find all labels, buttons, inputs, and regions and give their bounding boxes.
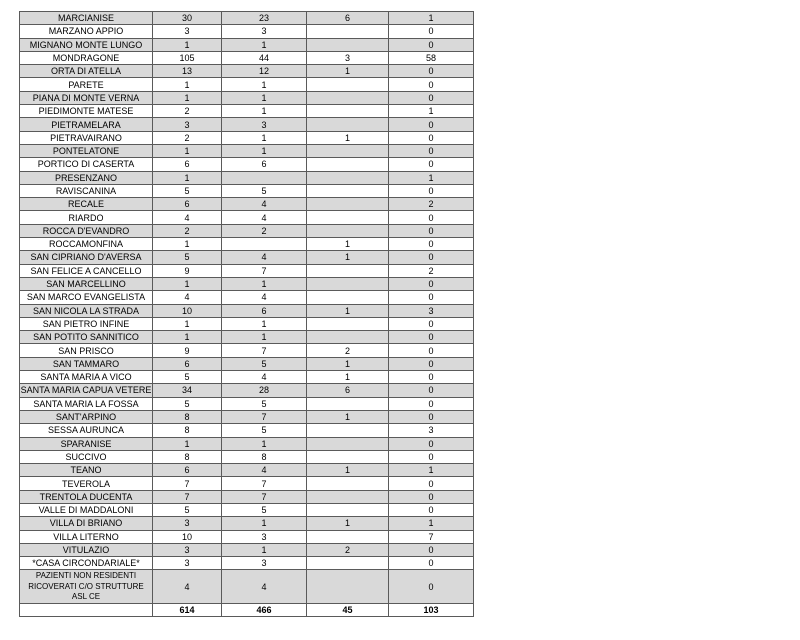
value-cell-c2: 4 xyxy=(222,211,307,224)
value-cell-c1: 1 xyxy=(153,91,222,104)
value-cell-c4: 0 xyxy=(389,384,474,397)
value-cell-c3 xyxy=(307,450,389,463)
value-cell-c4: 0 xyxy=(389,344,474,357)
value-cell-c3: 2 xyxy=(307,344,389,357)
value-cell-c2: 7 xyxy=(222,490,307,503)
value-cell-c4: 0 xyxy=(389,317,474,330)
value-cell-c1: 1 xyxy=(153,78,222,91)
value-cell-c3 xyxy=(307,557,389,570)
value-cell-c4: 0 xyxy=(389,25,474,38)
value-cell-c2: 28 xyxy=(222,384,307,397)
value-cell-c2: 1 xyxy=(222,331,307,344)
value-cell-c1: 1 xyxy=(153,331,222,344)
value-cell-c2: 4 xyxy=(222,570,307,604)
municipality-cell: TEVEROLA xyxy=(20,477,153,490)
value-cell-c3 xyxy=(307,171,389,184)
table-row xyxy=(20,317,474,330)
municipality-cell: VALLE DI MADDALONI xyxy=(20,503,153,516)
value-cell-c4: 0 xyxy=(389,557,474,570)
value-cell-c1: 9 xyxy=(153,344,222,357)
value-cell-c4: 1 xyxy=(389,464,474,477)
municipality-cell: MARCIANISE xyxy=(20,12,153,25)
municipality-cell: SAN NICOLA LA STRADA xyxy=(20,304,153,317)
value-cell-c2: 1 xyxy=(222,277,307,290)
value-cell-c1: 4 xyxy=(153,211,222,224)
value-cell-c2: 7 xyxy=(222,410,307,423)
value-cell-c1: 6 xyxy=(153,158,222,171)
total-col-2: 466 xyxy=(222,604,307,617)
value-cell-c4: 0 xyxy=(389,477,474,490)
value-cell-c3: 1 xyxy=(307,464,389,477)
value-cell-c3 xyxy=(307,118,389,131)
value-cell-c4: 0 xyxy=(389,331,474,344)
municipality-cell: PRESENZANO xyxy=(20,171,153,184)
table-row xyxy=(20,557,474,570)
value-cell-c2: 1 xyxy=(222,78,307,91)
value-cell-c4: 0 xyxy=(389,78,474,91)
value-cell-c2: 6 xyxy=(222,158,307,171)
value-cell-c2: 3 xyxy=(222,25,307,38)
value-cell-c1: 2 xyxy=(153,224,222,237)
value-cell-c2: 5 xyxy=(222,357,307,370)
value-cell-c4: 0 xyxy=(389,437,474,450)
value-cell-c2: 1 xyxy=(222,38,307,51)
value-cell-c4: 3 xyxy=(389,424,474,437)
value-cell-c2: 4 xyxy=(222,251,307,264)
value-cell-c2: 3 xyxy=(222,118,307,131)
value-cell-c3: 1 xyxy=(307,304,389,317)
table-row xyxy=(20,344,474,357)
value-cell-c3 xyxy=(307,490,389,503)
value-cell-c4: 7 xyxy=(389,530,474,543)
value-cell-c3 xyxy=(307,477,389,490)
table-row xyxy=(20,517,474,530)
value-cell-c3 xyxy=(307,570,389,604)
value-cell-c3 xyxy=(307,158,389,171)
municipality-cell: VILLA DI BRIANO xyxy=(20,517,153,530)
value-cell-c4: 0 xyxy=(389,158,474,171)
municipality-cell: RAVISCANINA xyxy=(20,184,153,197)
municipality-cell: *CASA CIRCONDARIALE* xyxy=(20,557,153,570)
value-cell-c3: 1 xyxy=(307,371,389,384)
table-row xyxy=(20,131,474,144)
value-cell-c3 xyxy=(307,144,389,157)
value-cell-c4: 0 xyxy=(389,291,474,304)
value-cell-c3 xyxy=(307,317,389,330)
value-cell-c3 xyxy=(307,78,389,91)
value-cell-c3: 1 xyxy=(307,517,389,530)
value-cell-c1: 7 xyxy=(153,490,222,503)
value-cell-c2: 5 xyxy=(222,424,307,437)
value-cell-c2: 5 xyxy=(222,397,307,410)
municipality-cell: PIANA DI MONTE VERNA xyxy=(20,91,153,104)
table-row xyxy=(20,410,474,423)
value-cell-c1: 1 xyxy=(153,437,222,450)
value-cell-c3: 2 xyxy=(307,543,389,556)
value-cell-c1: 3 xyxy=(153,557,222,570)
value-cell-c1: 10 xyxy=(153,304,222,317)
value-cell-c3 xyxy=(307,38,389,51)
table-row xyxy=(20,251,474,264)
total-col-1: 614 xyxy=(153,604,222,617)
value-cell-c2: 1 xyxy=(222,317,307,330)
value-cell-c1: 2 xyxy=(153,131,222,144)
value-cell-c4: 1 xyxy=(389,105,474,118)
value-cell-c3: 1 xyxy=(307,65,389,78)
value-cell-c1: 5 xyxy=(153,397,222,410)
value-cell-c1: 3 xyxy=(153,25,222,38)
table-row xyxy=(20,503,474,516)
table-row xyxy=(20,304,474,317)
value-cell-c1: 2 xyxy=(153,105,222,118)
table-row xyxy=(20,371,474,384)
value-cell-c3 xyxy=(307,331,389,344)
totals-row xyxy=(20,604,474,617)
municipality-cell: SANTA MARIA A VICO xyxy=(20,371,153,384)
value-cell-c1: 6 xyxy=(153,464,222,477)
table-row xyxy=(20,25,474,38)
municipality-cell: TEANO xyxy=(20,464,153,477)
value-cell-c2: 4 xyxy=(222,198,307,211)
municipality-cell: SANTA MARIA LA FOSSA xyxy=(20,397,153,410)
municipality-cell: SAN MARCELLINO xyxy=(20,277,153,290)
value-cell-c2: 1 xyxy=(222,437,307,450)
table-row xyxy=(20,450,474,463)
value-cell-c1: 1 xyxy=(153,238,222,251)
value-cell-c3: 1 xyxy=(307,131,389,144)
value-cell-c1: 30 xyxy=(153,12,222,25)
municipality-cell: SUCCIVO xyxy=(20,450,153,463)
value-cell-c2: 7 xyxy=(222,264,307,277)
value-cell-c4: 1 xyxy=(389,517,474,530)
value-cell-c4: 0 xyxy=(389,450,474,463)
value-cell-c1: 9 xyxy=(153,264,222,277)
value-cell-c2: 23 xyxy=(222,12,307,25)
value-cell-c4: 0 xyxy=(389,251,474,264)
value-cell-c1: 5 xyxy=(153,251,222,264)
table-row xyxy=(20,211,474,224)
value-cell-c2: 3 xyxy=(222,530,307,543)
value-cell-c2: 2 xyxy=(222,224,307,237)
value-cell-c3 xyxy=(307,503,389,516)
municipality-cell: SAN FELICE A CANCELLO xyxy=(20,264,153,277)
value-cell-c1: 34 xyxy=(153,384,222,397)
municipality-cell: SANTA MARIA CAPUA VETERE xyxy=(20,385,152,396)
value-cell-c3: 1 xyxy=(307,410,389,423)
municipality-cell: VILLA LITERNO xyxy=(20,530,153,543)
value-cell-c2: 44 xyxy=(222,51,307,64)
value-cell-c3 xyxy=(307,264,389,277)
table-row xyxy=(20,570,474,604)
table-row xyxy=(20,105,474,118)
table-row xyxy=(20,91,474,104)
value-cell-c3 xyxy=(307,437,389,450)
value-cell-c1: 6 xyxy=(153,357,222,370)
value-cell-c3 xyxy=(307,530,389,543)
value-cell-c2: 8 xyxy=(222,450,307,463)
value-cell-c1: 4 xyxy=(153,291,222,304)
value-cell-c2: 5 xyxy=(222,503,307,516)
value-cell-c4: 0 xyxy=(389,211,474,224)
value-cell-c4: 0 xyxy=(389,91,474,104)
table-row xyxy=(20,530,474,543)
value-cell-c1: 3 xyxy=(153,543,222,556)
value-cell-c4: 0 xyxy=(389,38,474,51)
value-cell-c1: 3 xyxy=(153,517,222,530)
municipality-cell: PARETE xyxy=(20,78,153,91)
municipality-cell: RECALE xyxy=(20,198,153,211)
value-cell-c3 xyxy=(307,277,389,290)
municipality-cell: SAN MARCO EVANGELISTA xyxy=(20,291,153,304)
table-row xyxy=(20,277,474,290)
value-cell-c3: 1 xyxy=(307,251,389,264)
value-cell-c2: 1 xyxy=(222,91,307,104)
municipality-cell: SAN PRISCO xyxy=(20,344,153,357)
table-row xyxy=(20,198,474,211)
value-cell-c4: 0 xyxy=(389,357,474,370)
value-cell-c4: 0 xyxy=(389,65,474,78)
value-cell-c1: 10 xyxy=(153,530,222,543)
total-col-3: 45 xyxy=(307,604,389,617)
municipality-cell: SAN PIETRO INFINE xyxy=(20,317,153,330)
value-cell-c1: 8 xyxy=(153,410,222,423)
municipality-cell: PIETRAVAIRANO xyxy=(20,131,153,144)
value-cell-c2: 1 xyxy=(222,105,307,118)
value-cell-c4: 0 xyxy=(389,131,474,144)
table-row xyxy=(20,144,474,157)
table-row xyxy=(20,291,474,304)
table-row xyxy=(20,171,474,184)
table-row xyxy=(20,543,474,556)
table-row xyxy=(20,490,474,503)
value-cell-c4: 0 xyxy=(389,543,474,556)
value-cell-c4: 0 xyxy=(389,503,474,516)
value-cell-c2: 7 xyxy=(222,477,307,490)
table-row xyxy=(20,118,474,131)
value-cell-c2: 1 xyxy=(222,144,307,157)
municipality-cell: SPARANISE xyxy=(20,437,153,450)
table-row xyxy=(20,424,474,437)
value-cell-c4: 0 xyxy=(389,371,474,384)
value-cell-c1: 1 xyxy=(153,144,222,157)
municipality-cell: MIGNANO MONTE LUNGO xyxy=(20,38,153,51)
value-cell-c3 xyxy=(307,91,389,104)
value-cell-c3 xyxy=(307,291,389,304)
value-cell-c2: 4 xyxy=(222,464,307,477)
table-row xyxy=(20,224,474,237)
value-cell-c4: 2 xyxy=(389,198,474,211)
total-col-4: 103 xyxy=(389,604,474,617)
value-cell-c2: 7 xyxy=(222,344,307,357)
value-cell-c3 xyxy=(307,424,389,437)
value-cell-c4: 1 xyxy=(389,171,474,184)
municipality-cell: PORTICO DI CASERTA xyxy=(20,158,153,171)
municipality-cell: SANT'ARPINO xyxy=(20,410,153,423)
municipality-cell: SESSA AURUNCA xyxy=(20,424,153,437)
value-cell-c2: 5 xyxy=(222,184,307,197)
value-cell-c3 xyxy=(307,211,389,224)
value-cell-c1: 8 xyxy=(153,450,222,463)
value-cell-c2 xyxy=(222,238,307,251)
municipality-cell: SAN POTITO SANNITICO xyxy=(20,331,153,344)
value-cell-c3: 1 xyxy=(307,357,389,370)
value-cell-c2: 4 xyxy=(222,291,307,304)
value-cell-c1: 8 xyxy=(153,424,222,437)
municipality-cell: MONDRAGONE xyxy=(20,51,153,64)
value-cell-c1: 1 xyxy=(153,38,222,51)
value-cell-c2: 1 xyxy=(222,543,307,556)
municipality-cell: SAN TAMMARO xyxy=(20,357,153,370)
value-cell-c4: 0 xyxy=(389,397,474,410)
value-cell-c3 xyxy=(307,224,389,237)
value-cell-c4: 0 xyxy=(389,410,474,423)
value-cell-c4: 0 xyxy=(389,238,474,251)
municipality-cell: ROCCAMONFINA xyxy=(20,238,153,251)
value-cell-c3 xyxy=(307,198,389,211)
value-cell-c1: 105 xyxy=(153,51,222,64)
value-cell-c3: 1 xyxy=(307,238,389,251)
value-cell-c2: 12 xyxy=(222,65,307,78)
table-row xyxy=(20,264,474,277)
table-row xyxy=(20,477,474,490)
value-cell-c3 xyxy=(307,25,389,38)
value-cell-c4: 0 xyxy=(389,144,474,157)
table-row xyxy=(20,65,474,78)
value-cell-c1: 3 xyxy=(153,118,222,131)
value-cell-c4: 1 xyxy=(389,12,474,25)
table-row xyxy=(20,384,474,397)
municipality-cell: RIARDO xyxy=(20,211,153,224)
value-cell-c3 xyxy=(307,105,389,118)
value-cell-c3: 3 xyxy=(307,51,389,64)
value-cell-c3: 6 xyxy=(307,384,389,397)
municipality-table xyxy=(19,11,474,617)
table-row xyxy=(20,238,474,251)
value-cell-c2: 4 xyxy=(222,371,307,384)
value-cell-c4: 0 xyxy=(389,490,474,503)
municipality-cell: ORTA DI ATELLA xyxy=(20,65,153,78)
value-cell-c4: 0 xyxy=(389,277,474,290)
value-cell-c4: 0 xyxy=(389,118,474,131)
value-cell-c1: 6 xyxy=(153,198,222,211)
totals-label xyxy=(20,604,153,617)
value-cell-c3 xyxy=(307,397,389,410)
table-row xyxy=(20,357,474,370)
value-cell-c4: 0 xyxy=(389,570,474,604)
table-row xyxy=(20,464,474,477)
table-row xyxy=(20,78,474,91)
table-row xyxy=(20,12,474,25)
value-cell-c2 xyxy=(222,171,307,184)
table-row xyxy=(20,397,474,410)
table-row xyxy=(20,38,474,51)
value-cell-c1: 1 xyxy=(153,277,222,290)
municipality-cell: SAN CIPRIANO D'AVERSA xyxy=(20,251,153,264)
municipality-cell: MARZANO APPIO xyxy=(20,25,153,38)
municipality-cell: ROCCA D'EVANDRO xyxy=(20,224,153,237)
value-cell-c4: 58 xyxy=(389,51,474,64)
table-row xyxy=(20,437,474,450)
value-cell-c1: 1 xyxy=(153,171,222,184)
municipality-cell: TRENTOLA DUCENTA xyxy=(20,490,153,503)
municipality-cell: PIEDIMONTE MATESE xyxy=(20,105,153,118)
municipality-cell: PONTELATONE xyxy=(20,144,153,157)
value-cell-c2: 3 xyxy=(222,557,307,570)
value-cell-c1: 7 xyxy=(153,477,222,490)
municipality-cell: PAZIENTI NON RESIDENTI RICOVERATI C/O STRUTTURE ASL CE xyxy=(20,570,153,604)
value-cell-c1: 1 xyxy=(153,317,222,330)
value-cell-c4: 0 xyxy=(389,184,474,197)
value-cell-c1: 4 xyxy=(153,570,222,604)
value-cell-c2: 1 xyxy=(222,517,307,530)
value-cell-c2: 1 xyxy=(222,131,307,144)
municipality-cell: VITULAZIO xyxy=(20,543,153,556)
value-cell-c1: 13 xyxy=(153,65,222,78)
value-cell-c1: 5 xyxy=(153,371,222,384)
value-cell-c1: 5 xyxy=(153,503,222,516)
value-cell-c3 xyxy=(307,184,389,197)
value-cell-c4: 0 xyxy=(389,224,474,237)
value-cell-c4: 3 xyxy=(389,304,474,317)
value-cell-c3: 6 xyxy=(307,12,389,25)
value-cell-c2: 6 xyxy=(222,304,307,317)
value-cell-c1: 5 xyxy=(153,184,222,197)
table-row xyxy=(20,331,474,344)
table-row xyxy=(20,184,474,197)
municipality-cell: PIETRAMELARA xyxy=(20,118,153,131)
table-row xyxy=(20,158,474,171)
table-row xyxy=(20,51,474,64)
value-cell-c4: 2 xyxy=(389,264,474,277)
